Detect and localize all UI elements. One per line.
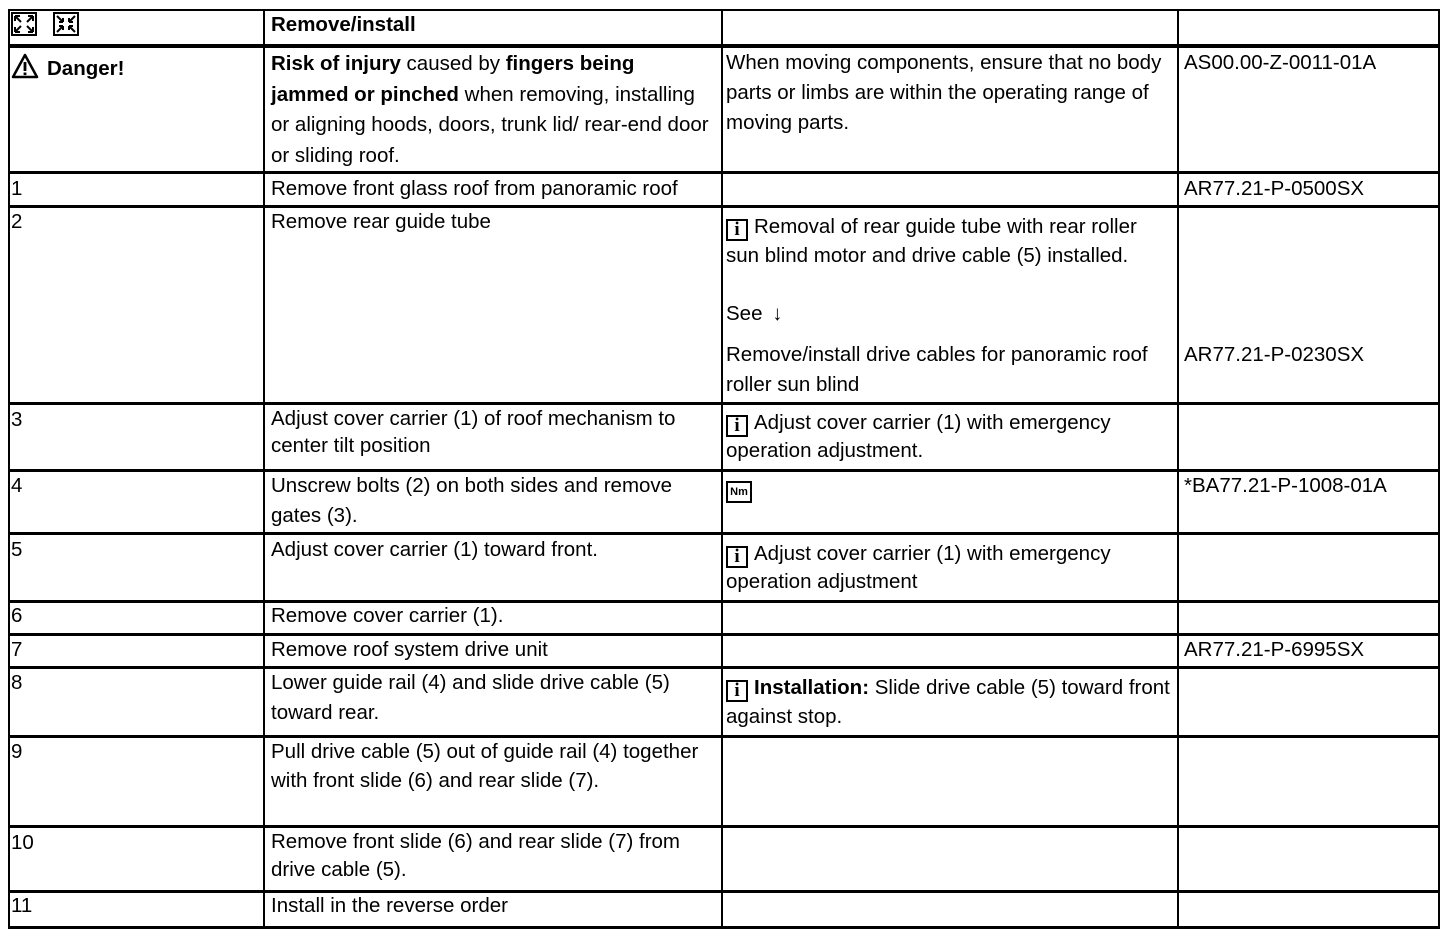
note-text: Adjust cover carrier (1) with emergency operation adjustment [726,542,1111,593]
step-number: 4 [11,474,23,497]
step-note [726,540,1174,596]
step-text: Remove front slide (6) and rear slide (7) from drive cable (5). [271,830,681,881]
danger-label: Danger! [47,57,125,80]
header-icon-cell [11,12,261,42]
step-number: 7 [11,638,23,661]
info-icon: i [726,680,748,702]
arrow-down-icon: ↓ [772,302,783,325]
see-label: See [726,302,763,325]
row-divider [8,600,1440,603]
info-icon: i [726,219,748,241]
row-divider [8,825,1440,828]
step-reference[interactable]: AR77.21-P-6995SX [1184,638,1365,661]
danger-measure: When moving components, ensure that no body parts or limbs are within the operating range of moving parts. [726,51,1162,134]
step-text: Pull drive cable (5) out of guide rail (4) together with front slide (6) and rear slide (7). [271,740,699,792]
step-text: Remove cover carrier (1). [271,604,504,627]
expand-icon[interactable] [11,12,37,45]
note-text: Removal of rear guide tube with rear roller sun blind motor and drive cable (5) installed. [726,215,1137,267]
step-text: Adjust cover carrier (1) toward front. [271,538,598,561]
row-divider [8,402,1440,405]
step-text: Remove rear guide tube [271,210,491,233]
step-number: 8 [11,671,23,694]
step-text: Unscrew bolts (2) on both sides and remove gates (3). [271,474,673,527]
step-note [726,409,1174,465]
torque-nm-icon[interactable]: Nm [726,481,752,503]
step-text: Remove front glass roof from panoramic roof [271,177,678,200]
step-number: 11 [11,894,33,917]
step-note [726,673,1174,731]
step-reference[interactable]: AR77.21-P-0500SX [1184,177,1365,200]
row-divider [8,666,1440,669]
row-divider [8,735,1440,738]
step-number: 2 [11,210,23,233]
danger-emphasis: Risk of injury [271,52,401,75]
note-bold-label: Installation: [754,676,870,699]
row-divider [8,890,1440,893]
row-divider [8,205,1440,208]
step-number: 6 [11,604,23,627]
col-divider [263,9,265,929]
instruction-table [8,9,1440,929]
torque-cell [726,472,756,503]
note-text: Adjust cover carrier (1) with emergency operation adjustment. [726,411,1111,462]
step-reference[interactable]: AR77.21-P-0230SX [1184,343,1365,366]
step-reference[interactable]: *BA77.21-P-1008-01A [1184,474,1387,497]
table-border-bottom [8,926,1440,929]
col-border-left [8,9,10,929]
danger-description [271,49,719,171]
warning-triangle-icon [11,53,39,88]
col-border-right [1438,9,1440,929]
step-text: Adjust cover carrier (1) of roof mechanism to center tilt position [271,407,676,457]
step-text: Install in the reverse order [271,894,509,917]
collapse-icon[interactable] [53,12,79,45]
step-number: 1 [11,177,23,200]
step-text: Remove roof system drive unit [271,638,548,661]
danger-text-part: caused by [400,52,506,75]
step-note [726,212,1174,270]
page-title: Remove/install [271,13,416,36]
step-number: 9 [11,740,23,763]
row-divider [8,532,1440,535]
step-number: 3 [11,408,23,431]
table-border-top [8,9,1440,11]
step-text: Lower guide rail (4) and slide drive cable (5) toward rear. [271,671,670,724]
note-text: Slide drive cable (5) toward front against stop. [726,676,1170,728]
info-icon: i [726,415,748,437]
col-divider [1177,9,1179,929]
see-link-text[interactable]: Remove/install drive cables for panoramic roof roller sun blind [726,343,1148,396]
danger-cell [11,53,261,88]
see-reference [726,299,1174,329]
col-divider [721,9,723,929]
info-icon: i [726,546,748,568]
danger-emphasis: fingers being jammed or pinched [271,52,635,106]
danger-text-part: when removing, installing or aligning hoods, doors, trunk lid/ rear-end door or sliding roof. [271,82,709,167]
danger-reference[interactable]: AS00.00-Z-0011-01A [1184,51,1377,74]
step-number: 5 [11,538,23,561]
step-number: 10 [11,831,34,854]
